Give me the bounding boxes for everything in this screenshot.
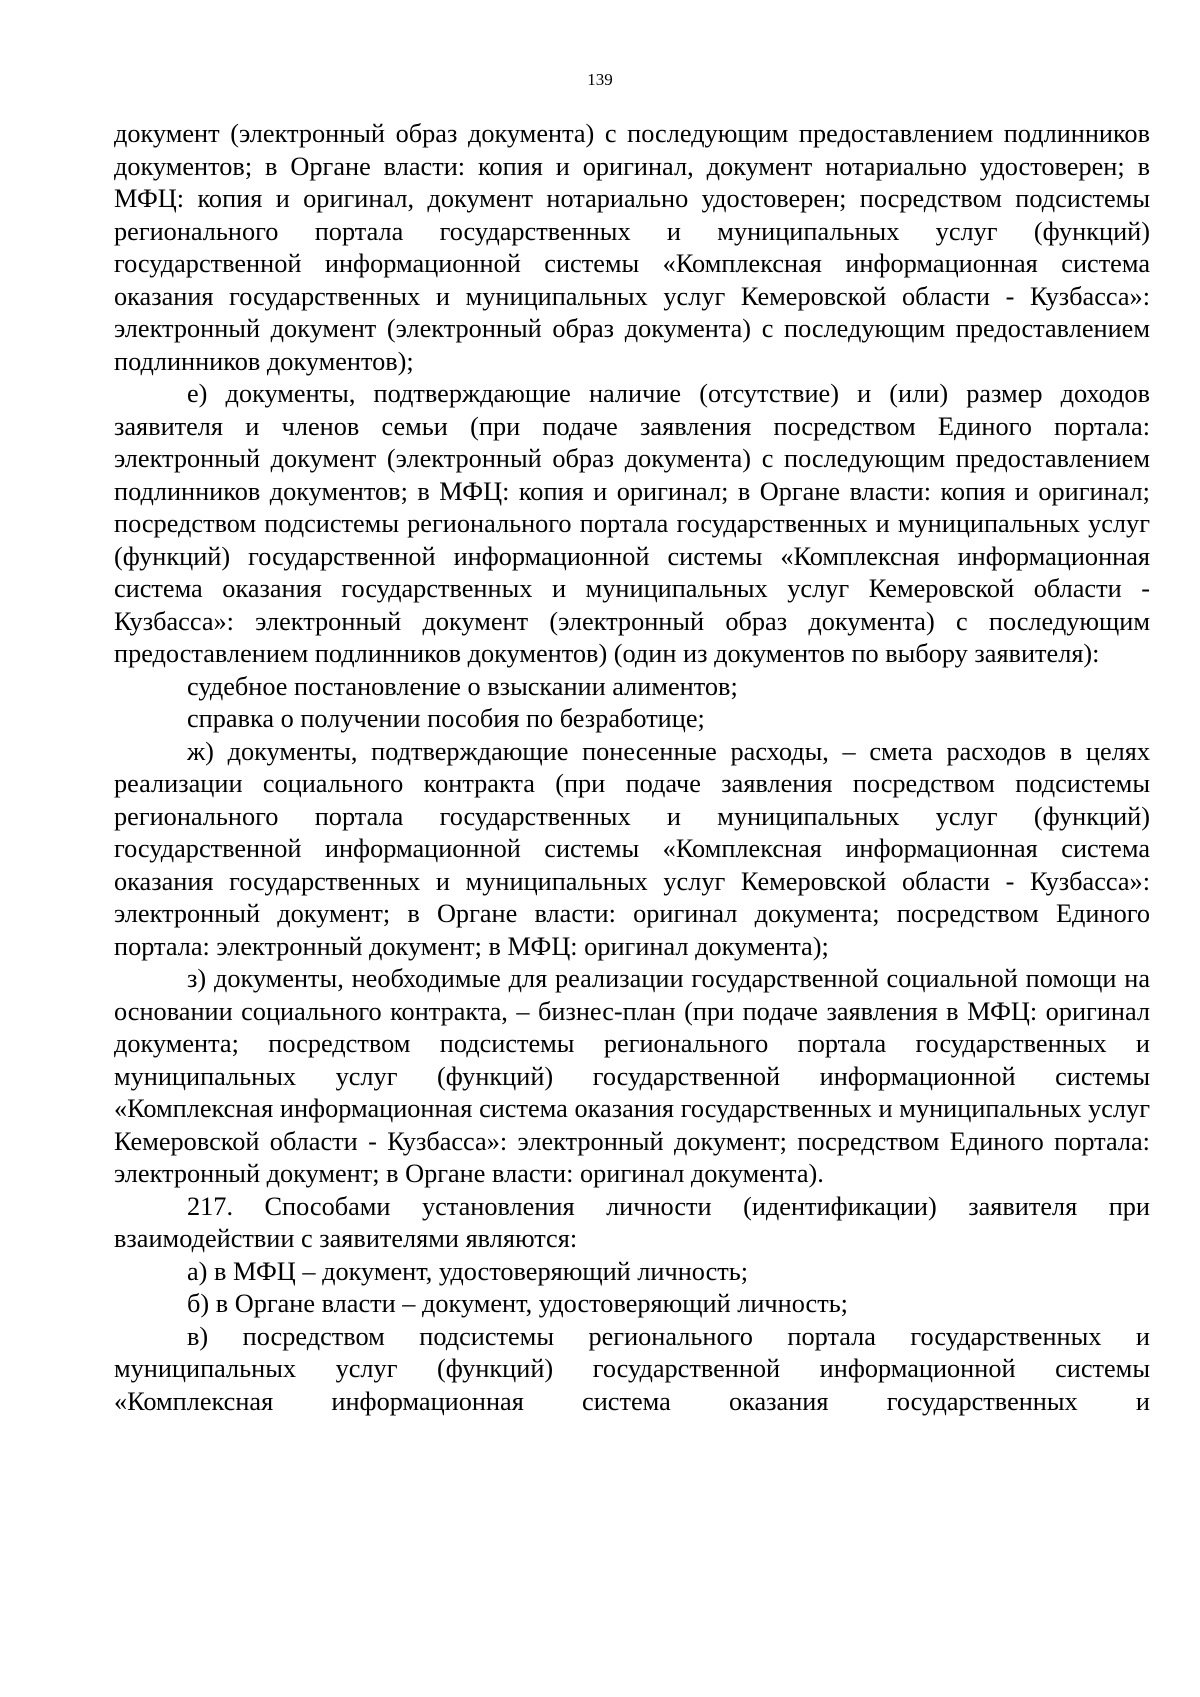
paragraph-unemployment: справка о получении пособия по безработице; (187, 704, 705, 733)
page-number: 139 (587, 70, 613, 89)
paragraph-continuation: документ (электронный образ документа) с последующим предоставлением подлинников документов; в Органе власти: копия и оригинал, документ нотариально удостоверен; в МФЦ: копия и оригинал, документ нотариально удостоверен; посредством подсистемы регионального портала государственных и муниципальных услуг (функций) государственной информационной системы «Комплексная информационная система оказания государственных и муниципальных услуг Кемеровской области - Кузбасса»: электронный документ (электронный образ документа) с последующим предоставлением подлинников документов); (114, 119, 1150, 376)
paragraph-item-v: в) посредством подсистемы регионального портала государственных и муниципальных услуг (функций) государственной информационной системы «Комплексная информационная система оказания государственных и (114, 1321, 1150, 1416)
paragraph-217: 217. Способами установления личности (идентификации) заявителя при взаимодействии с заявителями являются: (114, 1191, 1150, 1253)
paragraph-item-e: е) документы, подтверждающие наличие (отсутствие) и (или) размер доходов заявителя и членов семьи (при подаче заявления посредством Единого портала: электронный документ (электронный образ документа) с последующим предоставлением подлинников документов; в МФЦ: копия и оригинал; в Органе власти: копия и оригинал; посредством подсистемы регионального портала государственных и муниципальных услуг (функций) государственной информационной системы «Комплексная информационная система оказания государственных и муниципальных услуг Кемеровской области - Кузбасса»: электронный документ (электронный образ документа) с последующим предоставлением подлинников документов) (один из документов по выбору заявителя): (114, 379, 1150, 668)
paragraph-item-b: б) в Органе власти – документ, удостоверяющий личность; (187, 1289, 848, 1318)
paragraph-item-z: з) документы, необходимые для реализации государственной социальной помощи на основании социального контракта, – бизнес-план (при подаче заявления в МФЦ: оригинал документа; посредством подсистемы регионального портала государственных и муниципальных услуг (функций) государственной информационной системы «Комплексная информационная система оказания государственных и муниципальных услуг Кемеровской области - Кузбасса»: электронный документ; посредством Единого портала: электронный документ; в Органе власти: оригинал документа). (114, 964, 1150, 1188)
paragraph-item-zh: ж) документы, подтверждающие понесенные расходы, – смета расходов в целях реализации социального контракта (при подаче заявления посредством подсистемы регионального портала государственных и муниципальных услуг (функций) государственной информационной системы «Комплексная информационная система оказания государственных и муниципальных услуг Кемеровской области - Кузбасса»: электронный документ; в Органе власти: оригинал документа; посредством Единого портала: электронный документ; в МФЦ: оригинал документа); (114, 736, 1150, 961)
paragraph-item-a: а) в МФЦ – документ, удостоверяющий личность; (187, 1256, 749, 1286)
paragraph-alimony: судебное постановление о взыскании алиментов; (187, 671, 738, 701)
document-body (114, 118, 1150, 1418)
